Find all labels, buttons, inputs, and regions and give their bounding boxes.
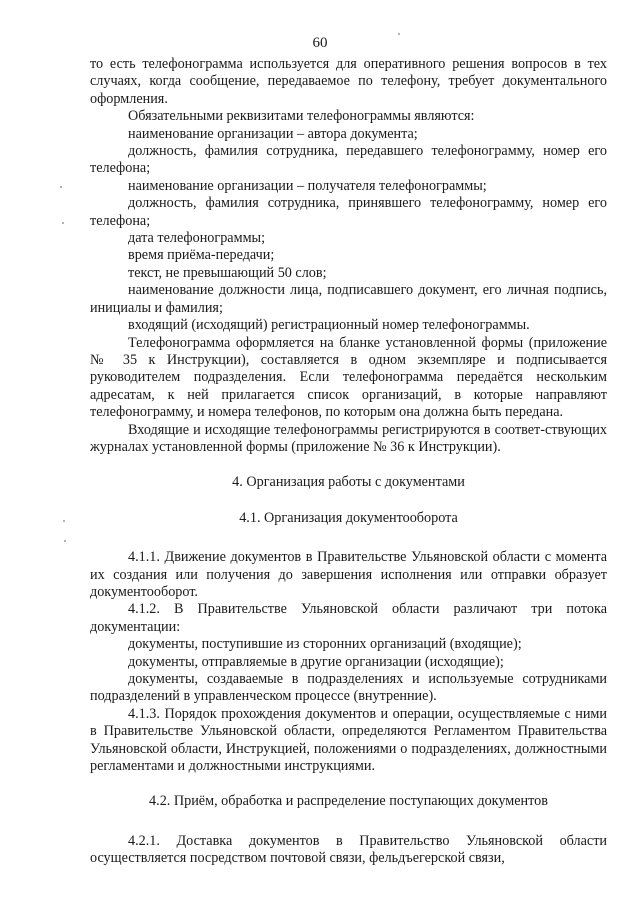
list-item: дата телефонограммы; [128, 230, 266, 247]
scan-speck [62, 222, 64, 224]
list-item: входящий (исходящий) регистрационный номер телефонограммы. [128, 317, 530, 334]
list-item: наименование организации – получателя телефонограммы; [128, 177, 487, 194]
list-item: время приёма-передачи; [128, 247, 275, 264]
paragraph: Телефонограмма оформляется на бланке установленной формы (приложение № 35 к Инструкции), составляется в одном экземпляре и подписывается руководителем подразделения. Если телефонограмма передаётся нескольким адресатам, к ней прилагается список организаций, в которые направляют телефонограмму, и номера телефонов, по которым она должна быть передана. [90, 334, 607, 421]
list-item: документы, создаваемые в подразделениях и используемые сотрудниками подразделений в управленческом процессе (внутренние). [90, 671, 607, 705]
subsection-heading: 4.1. Организация документооборота [239, 509, 458, 526]
scan-speck [60, 186, 62, 188]
spacer [90, 775, 607, 793]
section-heading: 4. Организация работы с документами [232, 474, 465, 491]
list-item: должность, фамилия сотрудника, передавшего телефонограмму, номер его телефона; [90, 143, 607, 177]
paragraph: 4.1.3. Порядок прохождения документов и операции, осуществляемые с ними в Правительстве Ульяновской области, определяются Регламентом Правительства Ульяновской области, Инструкцией, положениями о подразделениях, должностными регламентами и должностными инструкциями. [90, 705, 607, 775]
paragraph: то есть телефонограмма используется для оперативного решения вопросов в тех случаях, когда сообщение, передаваемое по телефону, требует документального оформления. [90, 56, 607, 107]
page-number: 60 [312, 35, 328, 51]
list-item: текст, не превышающий 50 слов; [128, 264, 327, 281]
spacer [90, 811, 607, 833]
list-item: наименование организации – автора документа; [128, 125, 418, 142]
spacer [90, 492, 607, 510]
paragraph: 4.1.2. В Правительстве Ульяновской области различают три потока документации: [90, 601, 607, 635]
paragraph: Входящие и исходящие телефонограммы регистрируются в соответ-ствующих журналах установленной формы (приложение № 36 к Инструкции). [90, 421, 607, 455]
subsection-heading: 4.2. Приём, обработка и распределение поступающих документов [149, 793, 548, 810]
spacer [90, 527, 607, 549]
paragraph: Обязательными реквизитами телефонограммы являются: [128, 108, 475, 125]
spacer [90, 456, 607, 474]
list-item: документы, отправляемые в другие организации (исходящие); [128, 653, 504, 670]
paragraph: 4.2.1. Доставка документов в Правительство Ульяновской области осуществляется посредством почтовой связи, фельдъегерской связи, [90, 832, 607, 867]
list-item: документы, поступившие из сторонних организаций (входящие); [128, 636, 522, 653]
paragraph: 4.1.1. Движение документов в Правительстве Ульяновской области с момента их создания или получения до завершения исполнения или отправки образует документооборот. [90, 549, 607, 600]
scan-speck [63, 520, 65, 522]
scan-speck [64, 540, 66, 542]
list-item: должность, фамилия сотрудника, принявшего телефонограмму, номер его телефона; [90, 195, 607, 229]
list-item: наименование должности лица, подписавшего документ, его личная подпись, инициалы и фамилия; [90, 282, 607, 316]
scan-speck [398, 33, 400, 35]
page-content [90, 56, 607, 868]
